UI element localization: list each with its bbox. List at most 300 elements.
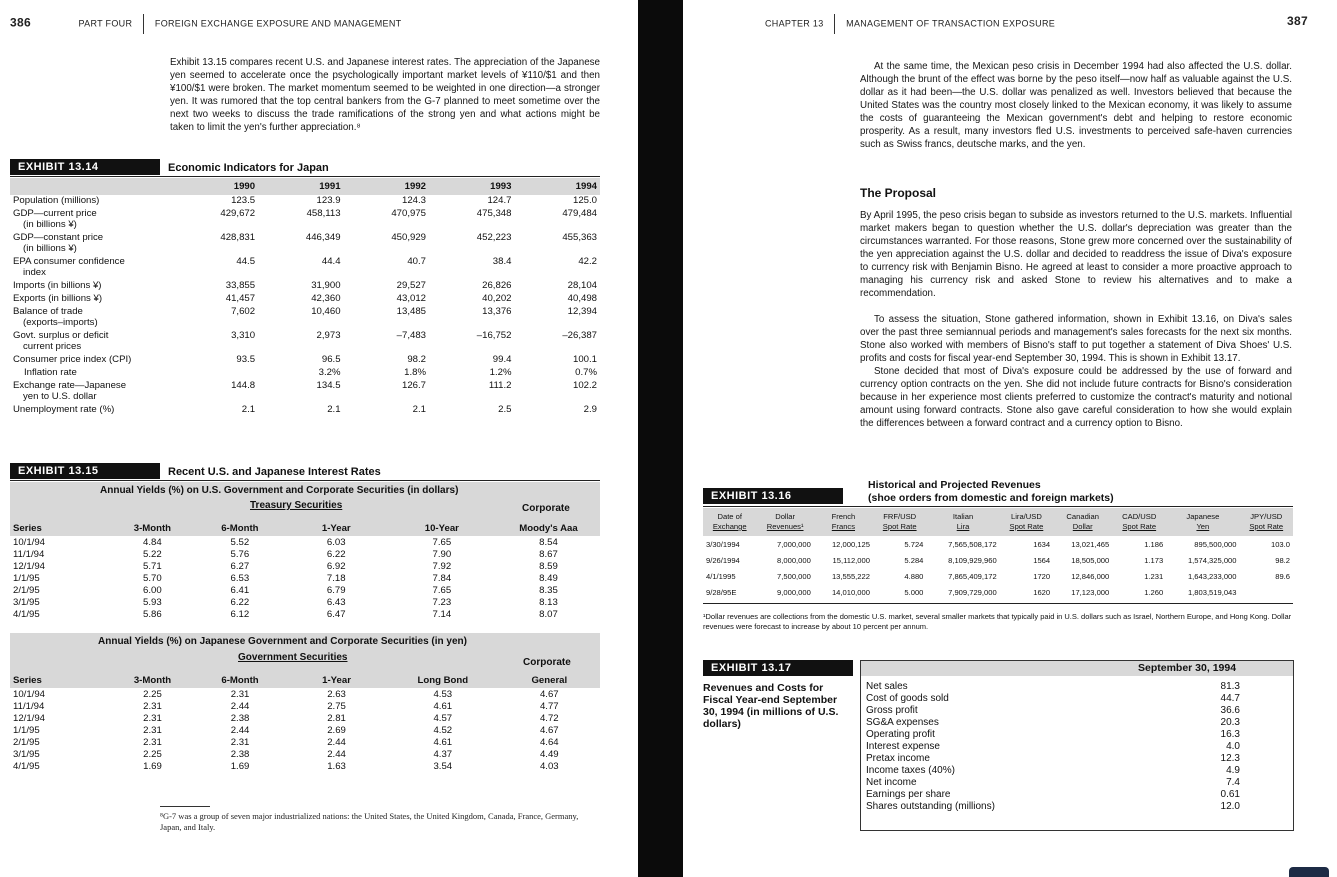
yield-value: 7.90 xyxy=(432,548,452,560)
yield-value: 8.59 xyxy=(539,560,558,572)
right-page xyxy=(683,0,1337,877)
revenue-col-header: Canadian Dollar xyxy=(1066,512,1099,531)
revenue-cell: 1.173 xyxy=(1144,555,1164,565)
income-row xyxy=(863,680,1243,692)
revenue-cell: 7,565,508,172 xyxy=(948,539,997,549)
revenue-cell: 1564 xyxy=(1033,555,1051,565)
indicator-value: 1.8% xyxy=(404,367,427,378)
yield-value: 4.53 xyxy=(433,688,453,700)
yield-value: 5.76 xyxy=(230,548,250,560)
indicator-row xyxy=(10,330,600,354)
income-row xyxy=(863,728,1243,740)
indicator-label: Unemployment rate (%) xyxy=(13,404,115,415)
indicator-value: 450,929 xyxy=(391,232,427,243)
col-header: 6-Month xyxy=(221,674,259,686)
yield-value: 4.49 xyxy=(539,748,559,760)
col-header: 6-Month xyxy=(221,522,259,534)
paragraph-peso-crisis: At the same time, the Mexican peso crisis in December 1994 had also affected the U.S. dollar. Although the brunt of the effect was borne by the peso itself—now half as valuable against the U.S. dollar as it had been—the U.S. dollar was penalized as well. Investors believed that because the United States was the country most closely linked to the Mexican economy, it was likely to assume the costs of guaranteeing the Mexican government's debt and helping to restore economic prosperity. As a result, many investors fled U.S. investments to perceived safe-haven currencies such as Swiss francs, deutsche marks, and the yen. xyxy=(860,61,1292,150)
yield-value: 7.14 xyxy=(432,608,452,620)
yield-value: 4.64 xyxy=(539,736,559,748)
revenue-cell: 1,803,519,043 xyxy=(1187,587,1237,597)
revenue-cell: 98.2 xyxy=(1275,555,1290,565)
series-date: 11/1/94 xyxy=(13,700,45,712)
revenue-col-header: FRF/USD Spot Rate xyxy=(882,512,917,531)
revenue-row xyxy=(703,536,1293,552)
income-value: 7.4 xyxy=(1226,776,1240,788)
indicator-value: 429,672 xyxy=(220,208,256,219)
revenue-cell: 13,555,222 xyxy=(831,571,870,581)
indicator-label: Balance of trade (exports–imports) xyxy=(13,306,98,328)
revenue-cell: 1634 xyxy=(1033,539,1051,549)
yield-value: 4.52 xyxy=(433,724,453,736)
yield-row xyxy=(10,736,600,748)
yield-value: 8.13 xyxy=(539,596,558,608)
indicator-label: Population (millions) xyxy=(13,195,100,206)
yield-value: 4.72 xyxy=(539,712,559,724)
series-date: 2/1/95 xyxy=(13,584,40,596)
series-date: 4/1/95 xyxy=(13,760,40,772)
indicator-value: 3.2% xyxy=(318,367,341,378)
indicator-value: –26,387 xyxy=(562,330,597,341)
col-header: 1-Year xyxy=(321,522,351,534)
revenue-cell: 7,865,409,172 xyxy=(948,571,997,581)
indicator-value xyxy=(173,367,258,380)
yield-value: 2.31 xyxy=(230,736,250,748)
income-label: Net sales xyxy=(866,680,908,692)
revenue-col-header: Date of Exchange xyxy=(712,512,747,531)
indicator-value: 3,310 xyxy=(231,330,256,341)
revenue-cell: 18,505,000 xyxy=(1071,555,1110,565)
income-row xyxy=(863,764,1243,776)
yield-row xyxy=(10,536,600,548)
indicator-value: 100.1 xyxy=(572,354,597,365)
revenue-cell: 5.724 xyxy=(904,539,924,549)
income-value: 4.0 xyxy=(1226,740,1240,752)
yield-value: 6.22 xyxy=(326,548,346,560)
series-date: 11/1/94 xyxy=(13,548,45,560)
yield-value: 2.25 xyxy=(143,688,162,700)
yield-value: 6.47 xyxy=(326,608,346,620)
indicator-value: 40,498 xyxy=(567,293,597,304)
yield-value: 4.61 xyxy=(433,736,453,748)
yield-value: 7.65 xyxy=(432,536,452,548)
part-label: PART FOUR xyxy=(78,18,133,29)
revenue-col-header: French Francs xyxy=(831,512,856,531)
paragraph-proposal-3: Stone decided that most of Diva's exposure could be addressed by the use of forward and currency option contracts on the yen. She did not include future contracts for Bisno's consideration because in her experience most clients preferred to customize the contract's maturity and notional amount using forward contracts. Stone also gave careful consideration to how she would explain the differences between a forward contract and a currency option to Bisno. xyxy=(860,366,1292,429)
yield-row xyxy=(10,712,600,724)
income-value: 36.6 xyxy=(1220,704,1240,716)
jp-yields-title: Annual Yields (%) on Japanese Government and Corporate Securities (in yen) xyxy=(98,636,467,647)
indicator-value: 12,394 xyxy=(567,306,597,317)
indicator-value: 7,602 xyxy=(231,306,256,317)
revenue-cell: 895,500,000 xyxy=(1194,539,1237,549)
indicator-value: 96.5 xyxy=(321,354,341,365)
indicator-value: 1.2% xyxy=(489,367,512,378)
intro-paragraph: Exhibit 13.15 compares recent U.S. and Japanese interest rates. The appreciation of the Japanese yen seemed to accelerate once the psychologically important market levels of ¥110/$1 and then ¥100/$1 were broken. The market momentum seemed to be weighted in one direction—a stronger yen. It was rumored that the top central bankers from the G-7 planned to meet sometime over the next two weeks to discuss the trade ramifications of the strong yen and what actions might be taken to limit the yen's further appreciation.⁸ xyxy=(170,57,600,133)
yield-value: 4.67 xyxy=(539,688,559,700)
indicator-value: 124.3 xyxy=(402,195,427,206)
yield-row xyxy=(10,748,600,760)
col-header: General xyxy=(531,674,568,686)
revenue-cell: 7,500,000 xyxy=(777,571,811,581)
yield-row xyxy=(10,760,600,772)
indicator-value: 29,527 xyxy=(396,280,427,291)
income-label: Shares outstanding (millions) xyxy=(866,800,995,812)
yield-value: 6.79 xyxy=(326,584,346,596)
yield-row xyxy=(10,548,600,560)
indicator-row xyxy=(10,293,600,306)
yield-value: 2.31 xyxy=(143,712,162,724)
revenue-cell: 8,109,929,960 xyxy=(948,555,997,565)
income-row xyxy=(863,752,1243,764)
series-date: 3/1/95 xyxy=(13,748,40,760)
indicator-value: 40,202 xyxy=(482,293,512,304)
yield-value: 2.69 xyxy=(327,724,346,736)
revenue-cell: 103.0 xyxy=(1270,539,1290,549)
right-running-header xyxy=(765,14,1055,34)
income-row xyxy=(863,776,1243,788)
yield-value: 5.52 xyxy=(230,536,250,548)
yield-value: 2.31 xyxy=(143,724,162,736)
column-header: September 30, 1994 xyxy=(1138,662,1237,674)
indicator-value: 40.7 xyxy=(407,256,427,267)
indicator-value: 2.1 xyxy=(327,404,341,415)
yield-row xyxy=(10,724,600,736)
indicator-row xyxy=(10,306,600,330)
yield-value: 4.67 xyxy=(539,724,559,736)
yield-value: 4.84 xyxy=(143,536,162,548)
income-row xyxy=(863,692,1243,704)
col-header: 3-Month xyxy=(133,522,172,534)
footnote: ⁸G-7 was a group of seven major industrialized nations: the United States, the United Kingdom, Canada, France, Germany, Japan, and Italy. xyxy=(160,811,579,832)
paragraph-proposal-2: To assess the situation, Stone gathered information, shown in Exhibit 13.16, on Diva's sales over the past three semiannual periods and management's sales forecasts for the next six months. Stone also worked with members of Bisno's staff to put together a statement of Diva Shoes' U.S. profits and costs for fiscal year-end September 30, 1994. This is shown in Exhibit 13.17. xyxy=(860,314,1292,364)
revenue-col-header: Italian Lira xyxy=(952,512,974,531)
indicator-label: Imports (in billions ¥) xyxy=(13,280,102,291)
indicator-value: 126.7 xyxy=(402,380,427,391)
revenue-row xyxy=(703,584,1293,600)
yield-value: 2.38 xyxy=(230,712,250,724)
viewer-toolbar-icon[interactable] xyxy=(1289,867,1329,877)
yield-value: 6.22 xyxy=(230,596,250,608)
revenue-cell: 17,123,000 xyxy=(1071,587,1110,597)
exhibit-13-17-side-title: Revenues and Costs for Fiscal Year-end September 30, 1994 (in millions of U.S. dollars) xyxy=(703,682,839,730)
revenue-cell: 9,000,000 xyxy=(777,587,811,597)
indicator-label: Consumer price index (CPI) xyxy=(13,354,132,365)
income-value: 16.3 xyxy=(1220,728,1240,740)
revenue-cell: 1,643,233,000 xyxy=(1187,571,1237,581)
revenue-cell: 13,021,465 xyxy=(1071,539,1110,549)
income-label: Pretax income xyxy=(866,752,930,764)
income-label: Interest expense xyxy=(866,740,940,752)
col-header: Series xyxy=(13,674,42,686)
series-date: 1/1/95 xyxy=(13,724,40,736)
chapter-title: FOREIGN EXCHANGE EXPOSURE AND MANAGEMENT xyxy=(154,18,402,29)
revenue-cell: 9/28/95E xyxy=(706,587,737,597)
col-header: 10-Year xyxy=(424,522,459,534)
chapter-title: MANAGEMENT OF TRANSACTION EXPOSURE xyxy=(846,18,1056,29)
revenue-cell: 89.6 xyxy=(1275,571,1290,581)
indicator-value: –16,752 xyxy=(476,330,512,341)
yield-value: 6.12 xyxy=(230,608,250,620)
exhibit-13-15-label: EXHIBIT 13.15 xyxy=(10,463,160,479)
col-header: Long Bond xyxy=(417,674,469,686)
indicator-value: 2.1 xyxy=(241,404,256,415)
yield-row xyxy=(10,596,600,608)
indicator-value: 41,457 xyxy=(225,293,256,304)
exhibit-13-16-title: Historical and Projected Revenues xyxy=(868,479,1041,491)
indicator-value: 13,485 xyxy=(396,306,427,317)
indicator-value: 123.5 xyxy=(231,195,256,206)
yield-value: 2.63 xyxy=(327,688,346,700)
yield-value: 8.35 xyxy=(539,584,558,596)
indicator-value: 2.1 xyxy=(412,404,427,415)
revenue-col-header: JPY/USD Spot Rate xyxy=(1249,512,1284,531)
income-label: Earnings per share xyxy=(866,788,951,800)
indicator-value: 44.4 xyxy=(321,256,341,267)
indicator-value: 31,900 xyxy=(311,280,341,291)
yield-value: 7.84 xyxy=(432,572,452,584)
yield-value: 2.44 xyxy=(230,724,250,736)
indicator-value: 43,012 xyxy=(396,293,427,304)
revenue-col-header: CAD/USD Spot Rate xyxy=(1122,512,1157,531)
series-date: 12/1/94 xyxy=(13,560,46,572)
exhibit-13-14-title: Economic Indicators for Japan xyxy=(168,162,329,174)
revenue-cell: 15,112,000 xyxy=(832,555,870,565)
yield-row xyxy=(10,584,600,596)
indicator-value: 93.5 xyxy=(236,354,256,365)
yield-value: 1.69 xyxy=(143,760,162,772)
yield-value: 7.23 xyxy=(432,596,452,608)
yield-value: 6.53 xyxy=(230,572,250,584)
yield-value: 2.75 xyxy=(327,700,346,712)
series-date: 10/1/94 xyxy=(13,536,46,548)
year-header: 1994 xyxy=(575,181,597,192)
revenue-row xyxy=(703,552,1293,568)
series-date: 12/1/94 xyxy=(13,712,46,724)
revenue-cell: 7,000,000 xyxy=(777,539,811,549)
indicator-value: 134.5 xyxy=(316,380,341,391)
indicator-value: 125.0 xyxy=(572,195,597,206)
yield-value: 2.25 xyxy=(143,748,162,760)
yield-row xyxy=(10,688,600,700)
yield-row xyxy=(10,608,600,620)
year-header: 1990 xyxy=(233,181,256,192)
income-label: Gross profit xyxy=(866,704,918,716)
indicator-row xyxy=(10,208,600,232)
indicator-value: 42,360 xyxy=(311,293,341,304)
yield-value: 6.03 xyxy=(326,536,346,548)
indicator-value: 38.4 xyxy=(492,256,512,267)
indicator-value: 10,460 xyxy=(311,306,341,317)
indicator-label: Exchange rate—Japanese yen to U.S. dollar xyxy=(13,380,127,402)
income-label: SG&A expenses xyxy=(866,716,939,728)
revenue-cell: 14,010,000 xyxy=(831,587,870,597)
revenue-cell: 1,574,325,000 xyxy=(1187,555,1237,565)
indicator-value: 28,104 xyxy=(567,280,597,291)
income-value: 0.61 xyxy=(1220,788,1240,800)
indicator-value: 33,855 xyxy=(225,280,256,291)
indicator-value: 42.2 xyxy=(578,256,597,267)
yield-value: 2.31 xyxy=(143,700,162,712)
income-row xyxy=(863,716,1243,728)
yield-value: 4.57 xyxy=(433,712,453,724)
exhibit-13-16-subtitle: (shoe orders from domestic and foreign markets) xyxy=(868,492,1114,504)
yield-value: 4.77 xyxy=(539,700,559,712)
revenue-cell xyxy=(1240,584,1294,600)
jp-government-group: Government Securities xyxy=(238,652,348,663)
income-value: 12.0 xyxy=(1220,800,1240,812)
yield-value: 1.69 xyxy=(230,760,250,772)
indicator-row xyxy=(10,280,600,293)
indicator-value: 428,831 xyxy=(220,232,256,243)
jp-corporate-group: Corporate xyxy=(523,657,571,668)
revenue-cell: 9/26/1994 xyxy=(706,555,740,565)
indicator-label: EPA consumer confidence index xyxy=(13,256,125,278)
yield-value: 1.63 xyxy=(327,760,346,772)
indicator-value: 479,484 xyxy=(562,208,597,219)
jp-yields-table xyxy=(10,672,600,772)
yield-row xyxy=(10,572,600,584)
year-header: 1991 xyxy=(319,181,341,192)
indicator-value: 124.7 xyxy=(487,195,512,206)
economic-indicators-table xyxy=(10,178,600,417)
indicator-row xyxy=(10,232,600,256)
income-value: 81.3 xyxy=(1220,680,1240,692)
yield-value: 4.37 xyxy=(433,748,453,760)
yield-value: 7.92 xyxy=(432,560,452,572)
indicator-row xyxy=(10,404,600,417)
yield-value: 2.38 xyxy=(230,748,250,760)
income-value: 12.3 xyxy=(1220,752,1240,764)
revenue-cell: 7,909,729,000 xyxy=(948,587,997,597)
yield-value: 2.44 xyxy=(230,700,250,712)
income-label: Income taxes (40%) xyxy=(866,764,955,776)
yield-value: 5.93 xyxy=(143,596,162,608)
revenue-col-header: Japanese Yen xyxy=(1186,512,1220,531)
col-header: 3-Month xyxy=(133,674,172,686)
revenue-cell: 12,000,125 xyxy=(831,539,870,549)
indicator-value: 452,223 xyxy=(476,232,512,243)
indicator-label: Govt. surplus or deficit current prices xyxy=(13,330,109,352)
yield-value: 6.92 xyxy=(326,560,346,572)
chapter-label: CHAPTER 13 xyxy=(765,18,824,29)
yield-value: 2.81 xyxy=(327,712,346,724)
income-label: Cost of goods sold xyxy=(866,692,949,704)
yield-value: 6.43 xyxy=(326,596,346,608)
yield-value: 3.54 xyxy=(433,760,453,772)
book-spine xyxy=(638,0,683,877)
indicator-label: Inflation rate xyxy=(24,367,77,378)
page-number: 387 xyxy=(1287,14,1308,28)
revenue-cell: 4/1/1995 xyxy=(706,571,736,581)
revenue-cell: 5.000 xyxy=(904,587,924,597)
series-date: 10/1/94 xyxy=(13,688,46,700)
yield-value: 7.65 xyxy=(432,584,452,596)
yield-value: 6.00 xyxy=(143,584,162,596)
yield-value: 8.07 xyxy=(539,608,558,620)
indicator-value: 2.9 xyxy=(583,404,597,415)
revenue-cell: 1620 xyxy=(1033,587,1051,597)
indicator-label: Exports (in billions ¥) xyxy=(13,293,103,304)
yield-value: 6.41 xyxy=(230,584,250,596)
indicator-label: GDP—current price (in billions ¥) xyxy=(13,208,97,230)
income-row xyxy=(863,740,1243,752)
indicator-value: 26,826 xyxy=(482,280,512,291)
indicator-value: 123.9 xyxy=(316,195,341,206)
revenue-cell: 1720 xyxy=(1033,571,1051,581)
income-value: 4.9 xyxy=(1226,764,1240,776)
yield-value: 2.44 xyxy=(327,748,346,760)
income-row xyxy=(863,800,1243,812)
indicator-row xyxy=(10,195,600,208)
series-date: 1/1/95 xyxy=(13,572,40,584)
col-header: Series xyxy=(13,522,42,534)
indicator-row xyxy=(10,354,600,367)
yield-value: 2.31 xyxy=(143,736,162,748)
exhibit-13-16-note: ¹Dollar revenues are collections from the domestic U.S. market, several smaller markets that typically paid in U.S. dollars such as Israel, Northern Europe, and Hong Kong. Dollar revenues were forecast to increase by about 10 percent per annum. xyxy=(703,612,1292,631)
left-running-header xyxy=(10,14,401,34)
section-heading: The Proposal xyxy=(860,186,937,200)
year-header: 1993 xyxy=(490,181,512,192)
indicator-value: 2,973 xyxy=(316,330,341,341)
exhibit-13-17-label: EXHIBIT 13.17 xyxy=(703,660,853,676)
indicator-label: GDP—constant price (in billions ¥) xyxy=(13,232,104,254)
indicator-row xyxy=(10,367,600,380)
yield-value: 7.18 xyxy=(326,572,346,584)
revenue-cell: 12,846,000 xyxy=(1071,571,1110,581)
income-value: 20.3 xyxy=(1220,716,1240,728)
paragraph-proposal-1: By April 1995, the peso crisis began to subside as investors returned to the U.S. markets. Influential market makers began to question whether the U.S. dollar's depreciation was greater than the circumstances warranted. For those reasons, Stone grew more concerned over the sustainability of the yen appreciation against the U.S. dollar and decided to readdress the issue of Diva's exposure to currency risk with Benjamin Bisno. He agreed at least to consider a more proactive approach to managing his currency risk and asked Stone to review his alternatives and to make a recommendation. xyxy=(860,210,1292,299)
income-label: Operating profit xyxy=(866,728,935,740)
indicator-value: 13,376 xyxy=(482,306,512,317)
indicator-value: 98.2 xyxy=(407,354,427,365)
col-header: 1-Year xyxy=(322,674,351,686)
indicator-value: 455,363 xyxy=(562,232,597,243)
yield-value: 4.03 xyxy=(539,760,559,772)
series-date: 3/1/95 xyxy=(13,596,40,608)
indicator-value: 102.2 xyxy=(572,380,597,391)
yield-row xyxy=(10,700,600,712)
yield-value: 5.70 xyxy=(143,572,162,584)
revenue-col-header: Dollar Revenues¹ xyxy=(766,512,804,531)
indicator-value: 111.2 xyxy=(488,380,512,391)
us-treasury-group: Treasury Securities xyxy=(250,500,343,511)
col-header: Moody's Aaa xyxy=(519,522,578,534)
yield-value: 2.31 xyxy=(230,688,250,700)
indicator-row xyxy=(10,380,600,404)
indicator-value: 475,348 xyxy=(476,208,512,219)
us-yields-title: Annual Yields (%) on U.S. Government and Corporate Securities (in dollars) xyxy=(100,485,459,496)
year-header: 1992 xyxy=(404,181,427,192)
yield-value: 8.67 xyxy=(539,548,558,560)
revenue-cell: 1.260 xyxy=(1144,587,1164,597)
exhibit-13-16-label: EXHIBIT 13.16 xyxy=(703,488,843,504)
income-statement-table xyxy=(863,680,1243,812)
indicator-row xyxy=(10,256,600,280)
revenues-table xyxy=(703,508,1293,600)
left-page xyxy=(0,0,638,877)
indicator-value: 144.8 xyxy=(231,380,256,391)
income-value: 44.7 xyxy=(1220,692,1240,704)
series-date: 2/1/95 xyxy=(13,736,40,748)
yield-value: 8.49 xyxy=(539,572,558,584)
exhibit-13-15-title: Recent U.S. and Japanese Interest Rates xyxy=(168,466,381,478)
income-row xyxy=(863,704,1243,716)
yield-value: 2.44 xyxy=(327,736,346,748)
revenue-cell: 1.231 xyxy=(1144,571,1164,581)
page-number: 386 xyxy=(10,15,31,30)
indicator-value: 2.5 xyxy=(498,404,512,415)
